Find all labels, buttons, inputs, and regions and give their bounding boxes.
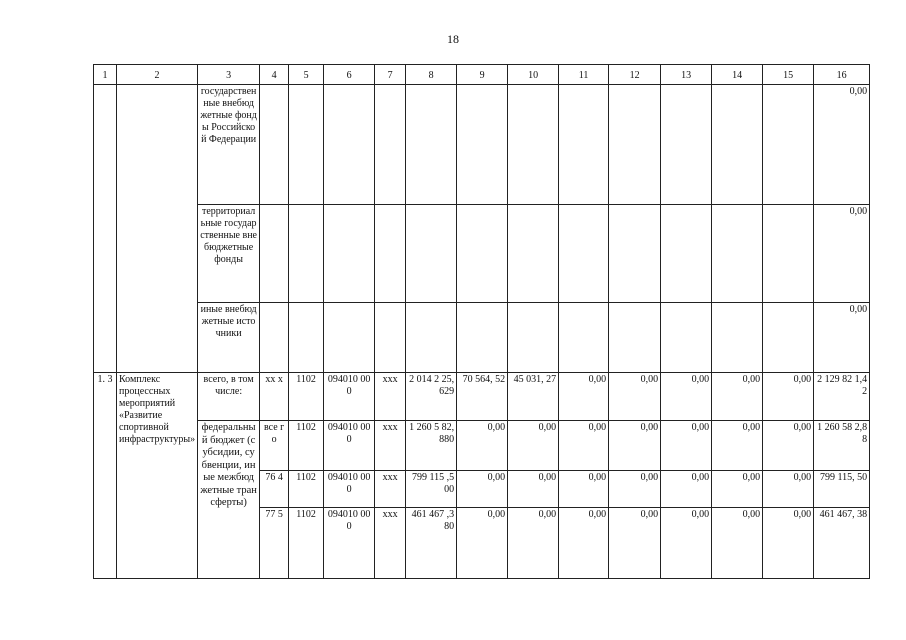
empty-cell — [712, 85, 763, 205]
empty-cell — [609, 205, 661, 303]
empty-cell — [260, 205, 289, 303]
cell-value: 0,00 — [763, 508, 814, 579]
empty-cell — [289, 205, 324, 303]
empty-cell — [289, 85, 324, 205]
empty-cell — [94, 85, 117, 373]
header-cell: 2 — [117, 65, 198, 85]
budget-table — [93, 64, 870, 579]
empty-cell — [508, 85, 559, 205]
cell-value: 0,00 — [457, 508, 508, 579]
empty-cell — [559, 303, 609, 373]
header-cell: 6 — [324, 65, 375, 85]
header-cell: 10 — [508, 65, 559, 85]
cell-value: 094010 000 — [324, 373, 375, 421]
funding-source-label: государственные внебюджетные фонды Российской Федерации — [198, 85, 260, 205]
empty-cell — [763, 303, 814, 373]
cell-value: 0,00 — [609, 508, 661, 579]
cell-value: 1102 — [289, 373, 324, 421]
empty-cell — [559, 85, 609, 205]
header-cell: 3 — [198, 65, 260, 85]
funding-source-label: федеральный бюджет (субсидии, субвенции, иные межбюджетные трансферты) — [198, 421, 260, 579]
cell-value: 0,00 — [508, 471, 559, 508]
item-name: Комплекс процессных мероприятий «Развитие спортивной инфраструктуры» — [117, 373, 198, 579]
empty-cell — [712, 205, 763, 303]
cell-value: 2 129 82 1,42 — [814, 373, 870, 421]
empty-cell — [375, 205, 406, 303]
cell-value: 1102 — [289, 471, 324, 508]
cell-value: xxx — [375, 508, 406, 579]
cell-value: 0,00 — [559, 508, 609, 579]
empty-cell — [406, 205, 457, 303]
cell-value: 0,00 — [661, 508, 712, 579]
empty-cell — [763, 205, 814, 303]
cell-value: 0,00 — [559, 471, 609, 508]
cell-value: 0,00 — [609, 373, 661, 421]
cell-value: 1 260 58 2,88 — [814, 421, 870, 471]
header-cell: 1 — [94, 65, 117, 85]
cell-value: все го — [260, 421, 289, 471]
cell-value: 76 4 — [260, 471, 289, 508]
empty-cell — [508, 303, 559, 373]
cell-value: 0,00 — [661, 421, 712, 471]
cell-value: xx x — [260, 373, 289, 421]
cell-value: 1 260 5 82,880 — [406, 421, 457, 471]
cell-value: 0,00 — [763, 421, 814, 471]
empty-cell — [763, 85, 814, 205]
empty-cell — [324, 205, 375, 303]
empty-cell — [559, 205, 609, 303]
empty-cell — [260, 303, 289, 373]
empty-cell — [324, 85, 375, 205]
empty-cell — [508, 205, 559, 303]
cell-value: 45 031, 27 — [508, 373, 559, 421]
empty-cell — [457, 205, 508, 303]
header-cell: 16 — [814, 65, 870, 85]
header-cell: 14 — [712, 65, 763, 85]
funding-source-label: всего, в том числе: — [198, 373, 260, 421]
empty-cell — [661, 85, 712, 205]
empty-cell — [260, 85, 289, 205]
header-cell: 11 — [559, 65, 609, 85]
funding-source-label: территориальные государственные внебюджетные фонды — [198, 205, 260, 303]
cell-value: 0,00 — [609, 421, 661, 471]
empty-cell — [457, 303, 508, 373]
cell-value: xxx — [375, 471, 406, 508]
cell-value: 0,00 — [661, 471, 712, 508]
cell-value: 0,00 — [712, 373, 763, 421]
funding-source-label: иные внебюджетные источники — [198, 303, 260, 373]
empty-cell — [609, 85, 661, 205]
cell-value: 0,00 — [559, 421, 609, 471]
cell-value: 0,00 — [661, 373, 712, 421]
cell-value: xxx — [375, 373, 406, 421]
cell-value: 0,00 — [814, 205, 870, 303]
table-row — [94, 421, 870, 471]
cell-value: 0,00 — [763, 471, 814, 508]
header-cell: 13 — [661, 65, 712, 85]
cell-value: 799 115, 50 — [814, 471, 870, 508]
cell-value: 0,00 — [763, 373, 814, 421]
page-number: 18 — [447, 32, 459, 46]
header-cell: 8 — [406, 65, 457, 85]
cell-value: 0,00 — [712, 471, 763, 508]
table-row — [94, 303, 870, 373]
header-cell: 5 — [289, 65, 324, 85]
header-cell: 9 — [457, 65, 508, 85]
cell-value: 0,00 — [508, 508, 559, 579]
table-row — [94, 205, 870, 303]
header-cell: 4 — [260, 65, 289, 85]
empty-cell — [117, 85, 198, 373]
cell-value: 799 115 ,500 — [406, 471, 457, 508]
item-number: 1. 3 — [94, 373, 117, 579]
empty-cell — [457, 85, 508, 205]
cell-value: 094010 000 — [324, 471, 375, 508]
empty-cell — [324, 303, 375, 373]
empty-cell — [375, 85, 406, 205]
table-row — [94, 85, 870, 205]
cell-value: 70 564, 52 — [457, 373, 508, 421]
cell-value: 0,00 — [712, 421, 763, 471]
cell-value: 1102 — [289, 508, 324, 579]
cell-value: 0,00 — [457, 421, 508, 471]
cell-value: 1102 — [289, 421, 324, 471]
header-cell: 7 — [375, 65, 406, 85]
cell-value: 461 467 ,380 — [406, 508, 457, 579]
header-cell: 12 — [609, 65, 661, 85]
cell-value: 0,00 — [814, 303, 870, 373]
cell-value: 094010 000 — [324, 508, 375, 579]
cell-value: 0,00 — [814, 85, 870, 205]
header-row — [94, 65, 870, 85]
cell-value: 094010 000 — [324, 421, 375, 471]
cell-value: 0,00 — [559, 373, 609, 421]
table-row — [94, 373, 870, 421]
cell-value: xxx — [375, 421, 406, 471]
cell-value: 2 014 2 25,629 — [406, 373, 457, 421]
empty-cell — [289, 303, 324, 373]
empty-cell — [406, 85, 457, 205]
empty-cell — [375, 303, 406, 373]
cell-value: 0,00 — [712, 508, 763, 579]
empty-cell — [712, 303, 763, 373]
cell-value: 77 5 — [260, 508, 289, 579]
empty-cell — [661, 205, 712, 303]
cell-value: 461 467, 38 — [814, 508, 870, 579]
empty-cell — [406, 303, 457, 373]
cell-value: 0,00 — [457, 471, 508, 508]
empty-cell — [609, 303, 661, 373]
cell-value: 0,00 — [508, 421, 559, 471]
header-cell: 15 — [763, 65, 814, 85]
cell-value: 0,00 — [609, 471, 661, 508]
empty-cell — [661, 303, 712, 373]
